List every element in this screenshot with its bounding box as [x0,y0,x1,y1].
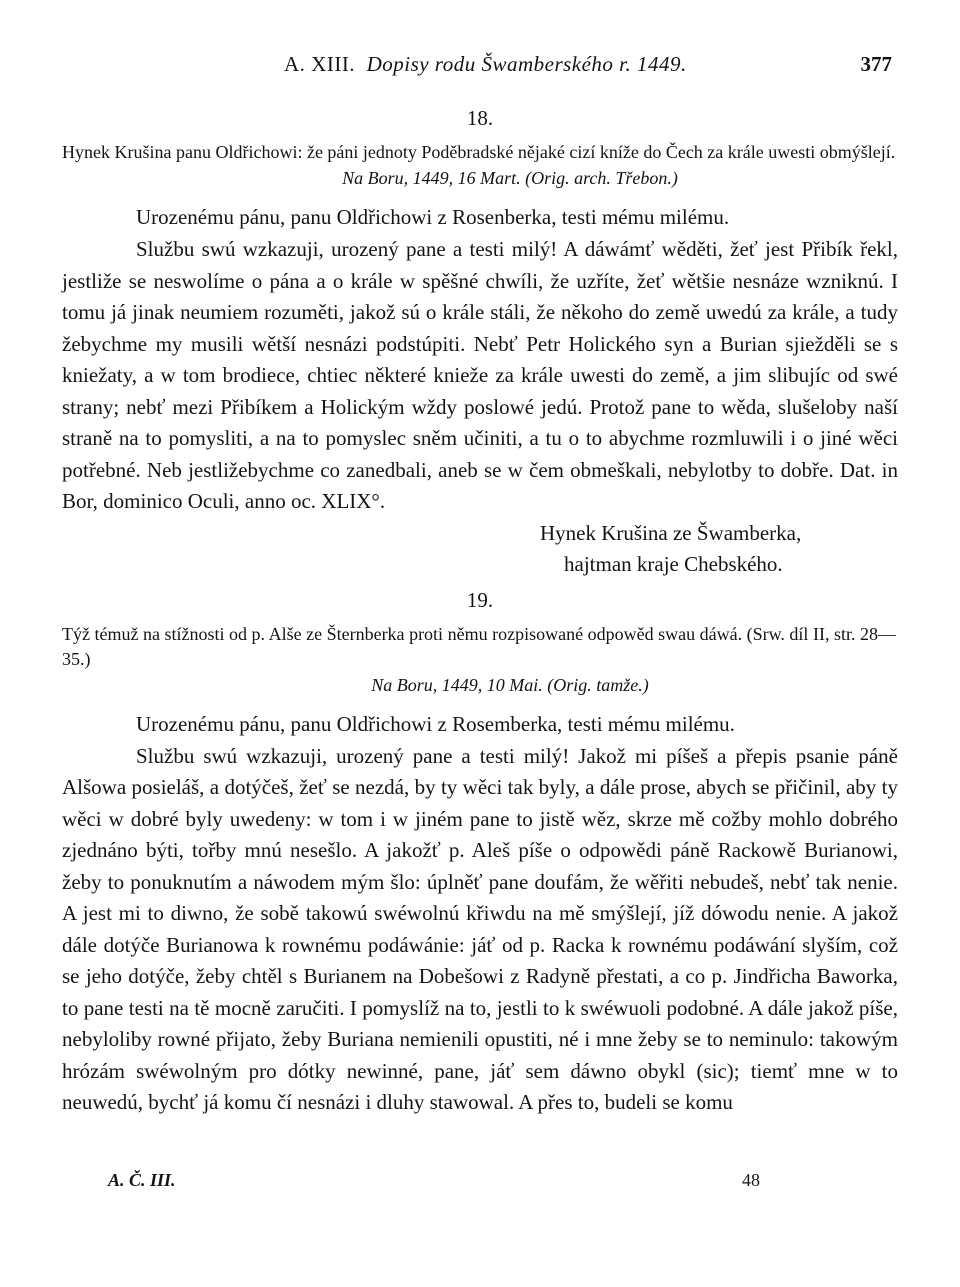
document-18-source: Na Boru, 1449, 16 Mart. (Orig. arch. Třebon.) [342,168,678,188]
header-title: Dopisy rodu Šwamberského r. 1449. [366,52,687,76]
header-title-line [284,52,687,77]
document-18-signature-title: hajtman kraje Chebského. [564,551,783,576]
document-19-summary: Týž témuž na stížnosti od p. Alše ze Šternberka proti němu rozpisowané odpowěd swau dáwá. (Srw. díl II, str. 28—35.) [62,623,896,669]
signature-mark: A. Č. III. [108,1170,176,1190]
header-section: A. XIII. [284,52,356,76]
document-page [62,46,898,1256]
document-18-body: Službu swú wzkazuji, urozený pane a testi milý! A dáwámť wěděti, žeť jest Přibík řekl, jestliže se neswolíme o pána a o krále w spěšné chwíli, že uzříte, žeť wětšie nesnáze wzniknú. I tomu já jinak neumiem rozuměti, jakož sú o krále stáli, že někoho do země uwedú za krále, a tudy žebychme my musili wětší nesnázi podstúpiti. Nebť Petr Holického syn a Burian sjiežděli se s kniežaty, a w tom brodiece, chtiec některé knieže za krále uwesti do země, a jim slibujíc od swé strany; nebť mezi Přibíkem a Holickým wždy poslowé jedú. Protož pane to wěda, slušeloby naší straně na to pomysliti, a na to pomyslec sněm učiniti, a tu o to abychme rozmluwili i o jiné wěci potřebné. Neb jestližebychme co zanedbali, aneb se w čem obmeškali, nebylotby to dobře. Dat. in Bor, dominico Oculi, anno oc. XLIX°. [62,237,898,513]
document-19-source: Na Boru, 1449, 10 Mai. (Orig. tamže.) [371,674,649,695]
document-19-body: Službu swú wzkazuji, urozený pane a testi milý! Jakož mi píšeš a přepis psanie páně Alšowa posieláš, a dotýčeš, žeť se nezdá, by ty wěci tak byly, a dále prose, abych se přičinil, aby ty wěci w dobré byly uwedeny: w tom i w jiném pane to jistě wěz, skrze mě cožby mohlo dobrého zjednáno býti, tořby mnú nesešlo. A jakožť p. Aleš píše o odpowědi páně Rackowě Burianowi, žeby to ponuknutím a náwodem mým šlo: úplněť pane doufám, že wěřiti nebudeš, nebť tak nenie. A jest mi to diwno, že sobě takowú swéwolnú křiwdu na mě smýšlejí, jíž dówodu nenie. A jakož dále dotýče Burianowa k rownému podáwánie: jáť od p. Racka k rownému podáwání slyším, což se jeho dotýče, žeby chtěl s Burianem na Dobešowi z Radyně přestati, a co p. Jindřicha Baworka, to pane testi na tě mocně zaručiti. I pomyslíž na to, jestli to k swéwuoli podobné. A dále jakož píše, nebyloliby rowné přijato, žeby Buriana nemienili opustiti, né i mne žeby se to neminulo: takowým hrózám swéwolným pro dótky newinné, pane, jáť sem dáwno obykl (sic); tiemť mne w to neuwedú, bychť já komu čí nesnázi i dluhy stawowal. A přes to, budeli se komu [62,743,898,1114]
running-header [62,46,898,82]
document-number-19: 19. [466,587,494,612]
page-number: 377 [860,52,892,76]
document-18-address: Urozenému pánu, panu Oldřichowi z Rosenberka, testi mému milému. [136,205,730,229]
document-number-18: 18. [466,106,494,130]
sheet-number: 48 [742,1170,760,1190]
document-18-signature-name: Hynek Krušina ze Šwamberka, [540,520,802,545]
document-19-address: Urozenému pánu, panu Oldřichowi z Rosemberka, testi mému milému. [136,711,735,736]
document-18-summary: Hynek Krušina panu Oldřichowi: že páni jednoty Poděbradské nějaké cizí kníže do Čech za krále uwesti obmýšlejí. [62,142,896,162]
page-footer [62,1170,898,1194]
